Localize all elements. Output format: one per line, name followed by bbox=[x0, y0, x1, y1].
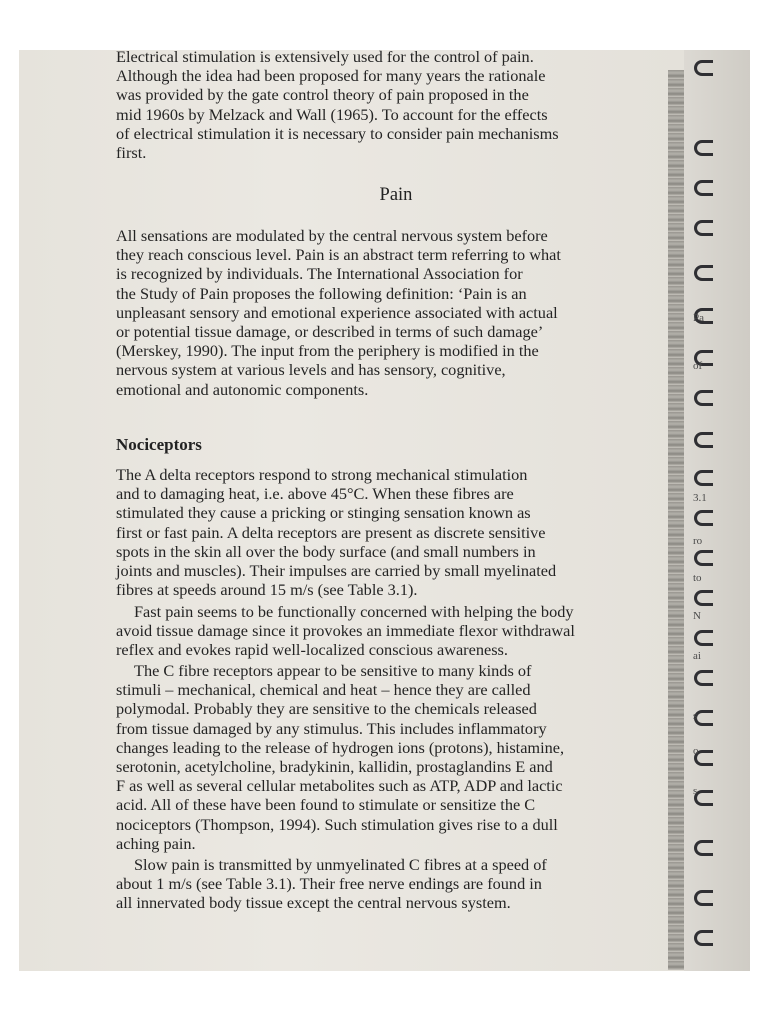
text-line: of electrical stimulation it is necessary to consider pain mechanisms bbox=[116, 123, 559, 143]
text-line: first. bbox=[116, 142, 147, 162]
spiral-ring-icon bbox=[694, 390, 713, 406]
nociceptors-paragraph-1 bbox=[116, 465, 556, 599]
text-line: Although the idea had been proposed for many years the rationale bbox=[116, 66, 546, 86]
text-line: unpleasant sensory and emotional experience associated with actual bbox=[116, 302, 558, 322]
margin-note: to bbox=[693, 572, 702, 584]
text-line: The C fibre receptors appear to be sensitive to many kinds of bbox=[134, 661, 532, 680]
margin-note: ai bbox=[693, 650, 701, 662]
spiral-ring-icon bbox=[694, 265, 713, 281]
section-heading-nociceptors: Nociceptors bbox=[116, 435, 202, 454]
text-line: All sensations are modulated by the central nervous system before bbox=[116, 226, 548, 245]
spiral-ring-icon bbox=[694, 670, 713, 686]
text-line: was provided by the gate control theory of pain proposed in the bbox=[116, 85, 529, 105]
margin-note: N bbox=[693, 610, 701, 622]
page-edge-shadow bbox=[668, 70, 684, 970]
text-line: changes leading to the release of hydrogen ions (protons), histamine, bbox=[116, 737, 565, 757]
spiral-ring-icon bbox=[694, 220, 713, 236]
nociceptors-paragraph-4 bbox=[116, 855, 547, 913]
spiral-ring-icon bbox=[694, 630, 713, 646]
margin-note: 3.1 bbox=[693, 492, 707, 504]
pain-paragraph bbox=[116, 226, 561, 399]
text-line: nervous system at various levels and has sensory, cognitive, bbox=[116, 360, 506, 380]
text-line: they reach conscious level. Pain is an abstract term referring to what bbox=[116, 245, 561, 265]
book-page bbox=[19, 50, 684, 971]
text-line: aching pain. bbox=[116, 833, 196, 853]
text-line: avoid tissue damage since it provokes an immediate flexor withdrawal bbox=[116, 621, 575, 641]
section-heading-pain: Pain bbox=[379, 185, 413, 205]
spiral-ring-icon bbox=[694, 890, 713, 906]
text-line: nociceptors (Thompson, 1994). Such stimulation gives rise to a dull bbox=[116, 814, 558, 834]
text-line: or potential tissue damage, or described in terms of such damage’ bbox=[116, 321, 544, 341]
text-line: fibres at speeds around 15 m/s (see Table 3.1). bbox=[116, 580, 418, 600]
text-line: emotional and autonomic components. bbox=[116, 379, 369, 399]
text-line: F as well as several cellular metabolites such as ATP, ADP and lactic bbox=[116, 776, 563, 796]
text-line: acid. All of these have been found to stimulate or sensitize the C bbox=[116, 795, 536, 815]
nociceptors-paragraph-2 bbox=[116, 602, 575, 660]
spiral-ring-icon bbox=[694, 140, 713, 156]
text-line: Electrical stimulation is extensively used for the control of pain. bbox=[116, 50, 534, 66]
text-line: reflex and evokes rapid well-localized conscious awareness. bbox=[116, 640, 508, 660]
spiral-ring-icon bbox=[694, 470, 713, 486]
text-line: from tissue damaged by any stimulus. This includes inflammatory bbox=[116, 718, 547, 738]
margin-note: Pa bbox=[693, 312, 704, 324]
text-line: and to damaging heat, i.e. above 45°C. When these fibres are bbox=[116, 484, 514, 504]
next-page-strip bbox=[684, 50, 750, 971]
text-line: joints and muscles). Their impulses are carried by small myelinated bbox=[116, 560, 557, 580]
text-line: is recognized by individuals. The International Association for bbox=[116, 264, 523, 284]
margin-note: of bbox=[693, 360, 703, 372]
spiral-ring-icon bbox=[694, 550, 713, 566]
text-line: stimulated they cause a pricking or stinging sensation known as bbox=[116, 503, 531, 523]
text-line: mid 1960s by Melzack and Wall (1965). To account for the effects bbox=[116, 104, 548, 124]
spiral-ring-icon bbox=[694, 432, 713, 448]
text-line: Slow pain is transmitted by unmyelinated C fibres at a speed of bbox=[134, 855, 547, 874]
spiral-ring-icon bbox=[694, 180, 713, 196]
intro-paragraph bbox=[116, 50, 559, 162]
spiral-ring-icon bbox=[694, 510, 713, 526]
text-line: all innervated body tissue except the central nervous system. bbox=[116, 893, 511, 913]
margin-note: s bbox=[693, 710, 698, 722]
text-line: first or fast pain. A delta receptors are present as discrete sensitive bbox=[116, 522, 546, 542]
spiral-ring-icon bbox=[694, 840, 713, 856]
margin-note: ro bbox=[693, 535, 703, 547]
photographed-page bbox=[19, 50, 750, 971]
text-line: stimuli – mechanical, chemical and heat – hence they are called bbox=[116, 680, 531, 700]
text-line: spots in the skin all over the body surface (and small numbers in bbox=[116, 541, 536, 561]
text-line: (Merskey, 1990). The input from the periphery is modified in the bbox=[116, 341, 539, 361]
margin-note: s bbox=[693, 785, 698, 797]
margin-note: o bbox=[693, 745, 699, 757]
spiral-ring-icon bbox=[694, 930, 713, 946]
spiral-ring-icon bbox=[694, 60, 713, 76]
spiral-ring-icon bbox=[694, 590, 713, 606]
text-line: polymodal. Probably they are sensitive to the chemicals released bbox=[116, 699, 537, 719]
text-line: the Study of Pain proposes the following definition: ‘Pain is an bbox=[116, 283, 527, 303]
text-line: The A delta receptors respond to strong mechanical stimulation bbox=[116, 465, 528, 484]
text-line: about 1 m/s (see Table 3.1). Their free nerve endings are found in bbox=[116, 874, 542, 894]
nociceptors-paragraph-3 bbox=[116, 661, 564, 853]
text-line: serotonin, acetylcholine, bradykinin, kallidin, prostaglandins E and bbox=[116, 756, 553, 776]
text-line: Fast pain seems to be functionally concerned with helping the body bbox=[134, 602, 574, 621]
